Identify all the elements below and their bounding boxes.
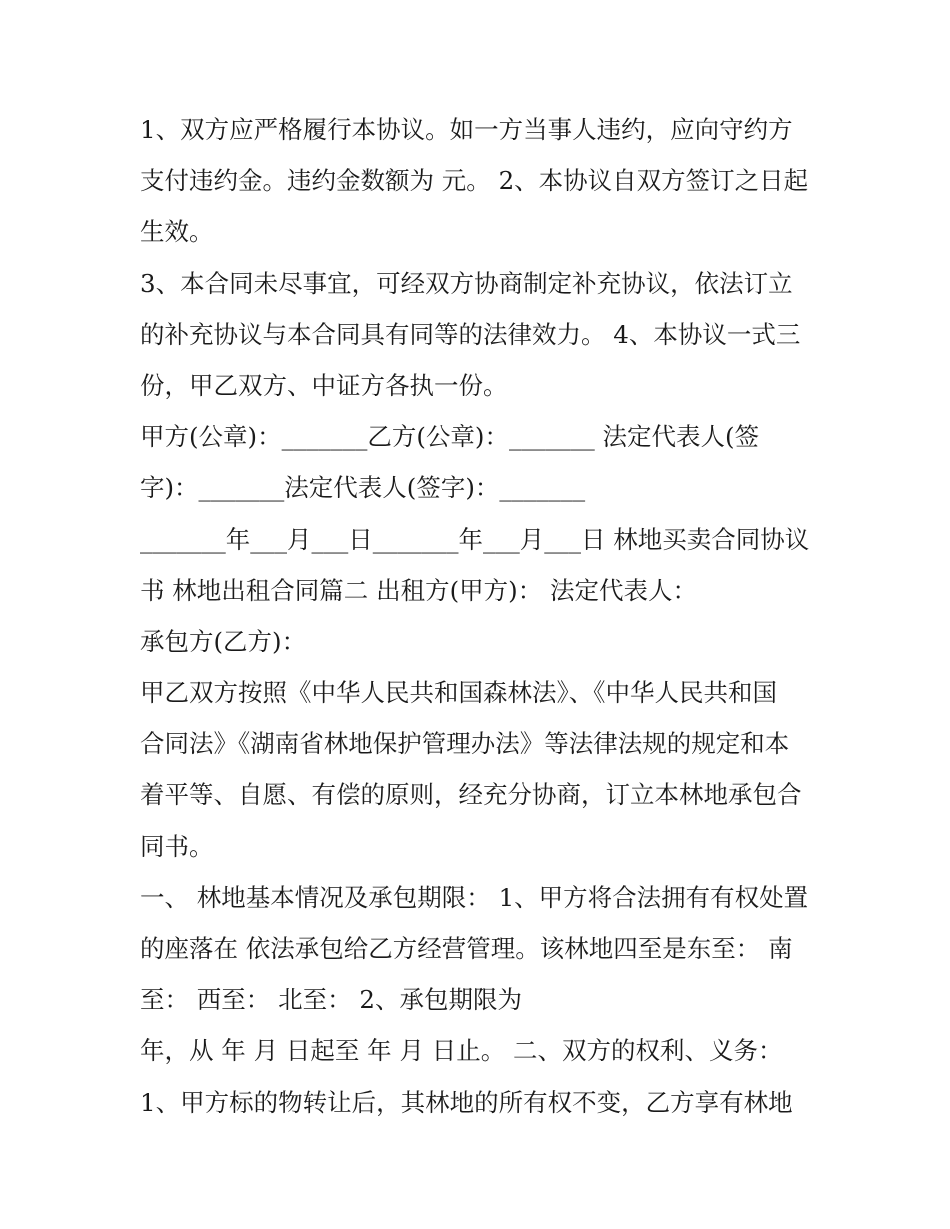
text-line-11: 承包方(乙方)： <box>140 626 307 656</box>
text-line-8: 字)：_______法定代表人(签字)：_______ <box>140 473 586 503</box>
text-line-15: 同书。 <box>140 831 214 861</box>
text-line-10: 书 林地出租合同篇二 出租方(甲方)： 法定代表人： <box>140 575 697 605</box>
text-line-9: _______年___月___日_______年___月___日 林地买卖合同协议 <box>140 524 810 554</box>
text-line-13: 合同法》《湖南省林地保护管理办法》等法律法规的规定和本 <box>140 729 790 759</box>
text-line-5: 的补充协议与本合同具有同等的法律效力。 4、本协议一式三 <box>140 319 801 349</box>
text-line-16: 一、 林地基本情况及承包期限： 1、甲方将合法拥有有权处置 <box>140 882 809 912</box>
text-line-2: 支付违约金。违约金数额为 元。 2、本协议自双方签订之日起 <box>140 166 809 196</box>
contract-text <box>140 104 820 1128</box>
text-line-18: 至： 西至： 北至： 2、承包期限为 <box>140 985 522 1015</box>
text-line-14: 着平等、自愿、有偿的原则，经充分协商，订立本林地承包合 <box>140 780 802 810</box>
text-line-19: 年，从 年 月 日起至 年 月 日止。 二、双方的权利、义务： <box>140 1036 783 1066</box>
text-line-6: 份，甲乙双方、中证方各执一份。 <box>140 370 508 400</box>
text-line-12: 甲乙双方按照《中华人民共和国森林法》、《中华人民共和国 <box>140 678 777 708</box>
text-line-1: 1、双方应严格履行本协议。如一方当事人违约，应向守约方 <box>140 115 793 144</box>
text-line-17: 的座落在 依法承包给乙方经营管理。该林地四至是东至： 南 <box>140 934 793 963</box>
text-line-3: 生效。 <box>140 217 214 247</box>
text-line-7: 甲方(公章)：_______乙方(公章)：_______ 法定代表人(签 <box>140 422 760 452</box>
text-line-4: 3、本合同未尽事宜，可经双方协商制定补充协议，依法订立 <box>140 268 793 298</box>
text-line-20: 1、甲方标的物转让后，其林地的所有权不变，乙方享有林地 <box>140 1087 793 1117</box>
